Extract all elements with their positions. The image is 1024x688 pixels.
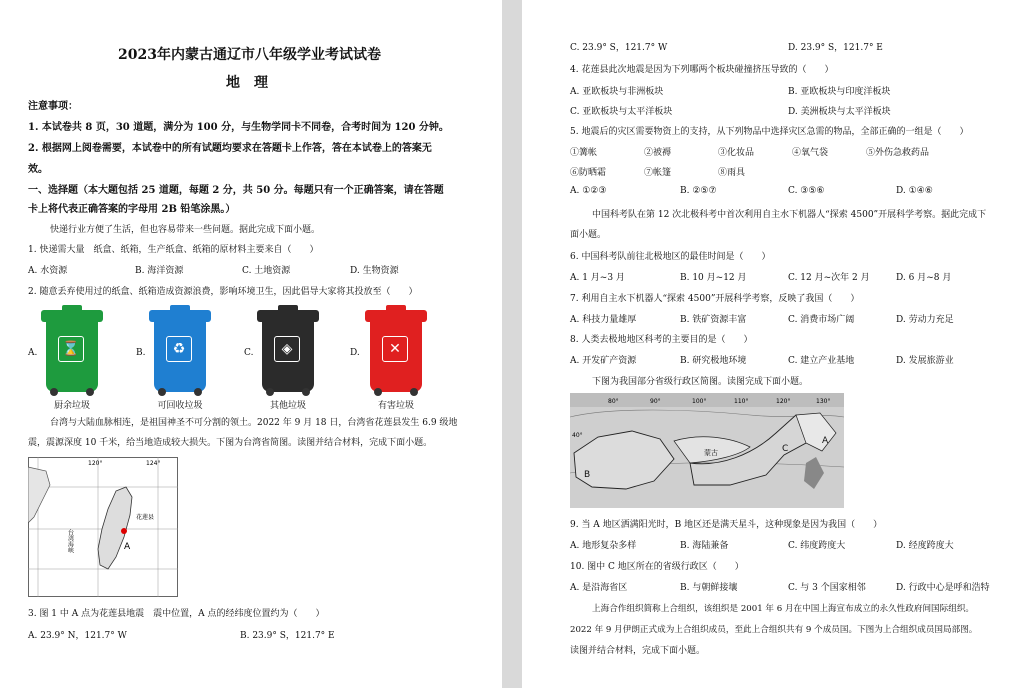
map-lat-40: 40° xyxy=(572,432,583,439)
map-label-mongolia: 蒙古 xyxy=(704,449,718,457)
map-lon-120: 120° xyxy=(776,398,791,405)
q1-option-a: A. 水资源 xyxy=(28,266,68,276)
notice-2: 2. 根据网上阅卷需要，本试卷中的所有试题均要求在答题卡上作答，答在本试卷上的答案无 xyxy=(28,143,432,154)
sco-passage-cont: 2022 年 9 月伊朗正式成为上合组织成员，至此上合组织共有 9 个成员国。下图为上合组织成员国局部图。 xyxy=(570,625,978,635)
exam-title: 2023年内蒙古通辽市八年级学业考试试卷 xyxy=(118,47,381,63)
q1-option-b: B. 海洋资源 xyxy=(135,266,184,276)
question-8: 8. 人类去极地地区科考的主要目的是（ ） xyxy=(570,335,753,345)
map-label-c: C xyxy=(782,444,789,454)
bin-other-label: 其他垃圾 xyxy=(269,401,306,411)
map-lon-90: 90° xyxy=(650,398,661,405)
question-9: 9. 当 A 地区洒满阳光时，B 地区还是满天星斗，这种现象是因为我国（ ） xyxy=(570,520,883,530)
exam-page-right xyxy=(522,0,1024,688)
exam-subject: 地 理 xyxy=(226,75,268,91)
q8-option-c: C. 建立产业基地 xyxy=(788,356,855,366)
bin-b-letter: B. xyxy=(136,348,146,358)
q9-option-b: B. 海陆兼备 xyxy=(680,541,729,551)
map-lon-130: 130° xyxy=(816,398,831,405)
question-3: 3. 图 1 中 A 点为花莲县地震 震中位置，A 点的经纬度位置约为（ ） xyxy=(28,609,325,619)
q10-option-c: C. 与 3 个国家相邻 xyxy=(788,583,866,593)
notice-heading: 注意事项： xyxy=(28,101,78,112)
question-1: 1. 快递需大量 纸盒、纸箱，生产纸盒、纸箱的原材料主要来自（ ） xyxy=(28,245,319,255)
q5-option-a: A. ①②③ xyxy=(570,186,607,196)
q3-option-a: A. 23.9° N，121.7° W xyxy=(28,631,127,641)
q6-option-a: A. 1 月~3 月 xyxy=(570,273,625,283)
arctic-passage: 中国科考队在第 12 次北极科考中首次利用自主水下机器人“探索 4500”开展科学考察。据此完成下 xyxy=(592,210,987,220)
question-10: 10. 图中 C 地区所在的省级行政区（ ） xyxy=(570,562,744,572)
q5-item-1: ①篝帐 xyxy=(570,148,598,158)
q1-option-c: C. 土地资源 xyxy=(242,266,291,276)
map-lon-100: 100° xyxy=(692,398,707,405)
intro-express: 快递行业方便了生活，但也容易带来一些问题。据此完成下面小题。 xyxy=(50,225,321,235)
q10-option-a: A. 是沿海省区 xyxy=(570,583,628,593)
question-7: 7. 利用自主水下机器人“探索 4500”开展科学考察，反映了我国（ ） xyxy=(570,294,860,304)
map-lon-124: 124° xyxy=(146,460,161,467)
q9-option-d: D. 经度跨度大 xyxy=(896,541,954,551)
other-waste-icon: ◈ xyxy=(274,336,300,362)
bin-c-letter: C. xyxy=(244,348,254,358)
question-6: 6. 中国科考队前往北极地区的最佳时间是（ ） xyxy=(570,252,771,262)
q7-option-a: A. 科技力量雄厚 xyxy=(570,315,637,325)
map-lon-110: 110° xyxy=(734,398,749,405)
q10-option-d: D. 行政中心是呼和浩特 xyxy=(896,583,990,593)
q5-item-4: ④氧气袋 xyxy=(792,148,829,158)
section-heading-cont: 卡上将代表正确答案的字母用 2B 铅笔涂黑。） xyxy=(28,204,236,215)
q5-item-2: ②被褥 xyxy=(644,148,672,158)
taiwan-passage-cont: 震，震源深度 10 千米，给当地造成较大损失。下图为台湾省简图。读图并结合材料，完成下面小题。 xyxy=(28,438,433,448)
q5-item-5: ⑤外伤急救药品 xyxy=(866,148,930,158)
q4-option-c: C. 亚欧板块与太平洋板块 xyxy=(570,107,673,117)
q4-option-a: A. 亚欧板块与非洲板块 xyxy=(570,87,664,97)
q9-option-a: A. 地形复杂多样 xyxy=(570,541,637,551)
epicenter-marker xyxy=(121,528,127,534)
q10-option-b: B. 与朝鲜接壤 xyxy=(680,583,738,593)
question-4: 4. 花莲县此次地震是因为下列哪两个板块碰撞挤压导致的（ ） xyxy=(570,65,834,75)
q5-option-d: D. ①④⑥ xyxy=(896,186,933,196)
bin-kitchen-label: 厨余垃圾 xyxy=(53,401,90,411)
q3-option-c: C. 23.9° S，121.7° W xyxy=(570,43,668,53)
q8-option-a: A. 开发矿产资源 xyxy=(570,356,637,366)
point-a-label: A xyxy=(124,542,131,552)
q7-option-c: C. 消费市场广阔 xyxy=(788,315,855,325)
q5-item-3: ③化妆品 xyxy=(718,148,755,158)
bin-d-letter: D. xyxy=(350,348,360,358)
exam-page-left xyxy=(0,0,502,688)
q5-item-7: ⑦帐篷 xyxy=(644,168,672,178)
map-lon-80: 80° xyxy=(608,398,619,405)
q4-option-d: D. 美洲板块与太平洋板块 xyxy=(788,107,891,117)
q3-option-b: B. 23.9° S，121.7° E xyxy=(240,631,335,641)
question-2: 2. 随意丢弃使用过的纸盒、纸箱造成资源浪费，影响环境卫生，因此倡导大家将其投放至（ ） xyxy=(28,287,418,297)
map-lon-120: 120° xyxy=(88,460,103,467)
map-intro: 下图为我国部分省级行政区简图。读图完成下面小题。 xyxy=(592,377,809,387)
q5-item-8: ⑧雨具 xyxy=(718,168,746,178)
q7-option-d: D. 劳动力充足 xyxy=(896,315,954,325)
q6-option-c: C. 12 月~次年 2 月 xyxy=(788,273,870,283)
china-province-map xyxy=(570,393,844,508)
arctic-passage-cont: 面小题。 xyxy=(570,230,607,240)
page-gutter xyxy=(502,0,522,688)
q5-option-c: C. ③⑤⑥ xyxy=(788,186,825,196)
bin-a-letter: A. xyxy=(28,348,38,358)
recycle-icon: ♻ xyxy=(166,336,192,362)
q6-option-b: B. 10 月~12 月 xyxy=(680,273,747,283)
q6-option-d: D. 6 月~8 月 xyxy=(896,273,952,283)
bin-recyclable-label: 可回收垃圾 xyxy=(157,401,203,411)
q5-item-6: ⑥防晒霜 xyxy=(570,168,607,178)
map-label-b: B xyxy=(584,470,591,480)
q1-option-d: D. 生物资源 xyxy=(350,266,399,276)
q4-option-b: B. 亚欧板块与印度洋板块 xyxy=(788,87,891,97)
notice-1: 1. 本试卷共 8 页，30 道题，满分为 100 分，与生物学同卡不同卷，合考时间为 120 分钟。 xyxy=(28,122,449,133)
q7-option-b: B. 铁矿资源丰富 xyxy=(680,315,747,325)
taiwan-map xyxy=(28,457,178,597)
sco-passage-end: 读图并结合材料，完成下面小题。 xyxy=(570,646,706,656)
taiwan-passage: 台湾与大陆血脉相连，是祖国神圣不可分割的领土。2022 年 9 月 18 日，台湾省花莲县发生 6.9 级地 xyxy=(50,418,458,428)
taiwan-strait-label: 台湾海峡 xyxy=(66,529,74,553)
q9-option-c: C. 纬度跨度大 xyxy=(788,541,846,551)
section-heading: 一、选择题（本大题包括 25 道题，每题 2 分，共 50 分。每题只有一个正确答案，请在答题 xyxy=(28,185,444,196)
question-5: 5. 地震后的灾区需要物资上的支持，从下列物品中选择灾区急需的物品，全部正确的一组是（ ） xyxy=(570,127,969,137)
q8-option-b: B. 研究极地环境 xyxy=(680,356,747,366)
hazard-icon: ✕ xyxy=(382,336,408,362)
bin-hazardous-label: 有害垃圾 xyxy=(377,401,414,411)
map-label-a: A xyxy=(822,436,829,446)
sco-passage: 上海合作组织简称上合组织，该组织是 2001 年 6 月在中国上海宣布成立的永久性政府间国际组织。 xyxy=(592,604,975,614)
q3-option-d: D. 23.9° S，121.7° E xyxy=(788,43,883,53)
notice-2-cont: 效。 xyxy=(28,164,48,175)
q5-option-b: B. ②⑤⑦ xyxy=(680,186,717,196)
q8-option-d: D. 发展旅游业 xyxy=(896,356,954,366)
hualien-label: 花莲县 xyxy=(136,514,155,521)
hourglass-icon: ⌛ xyxy=(58,336,84,362)
